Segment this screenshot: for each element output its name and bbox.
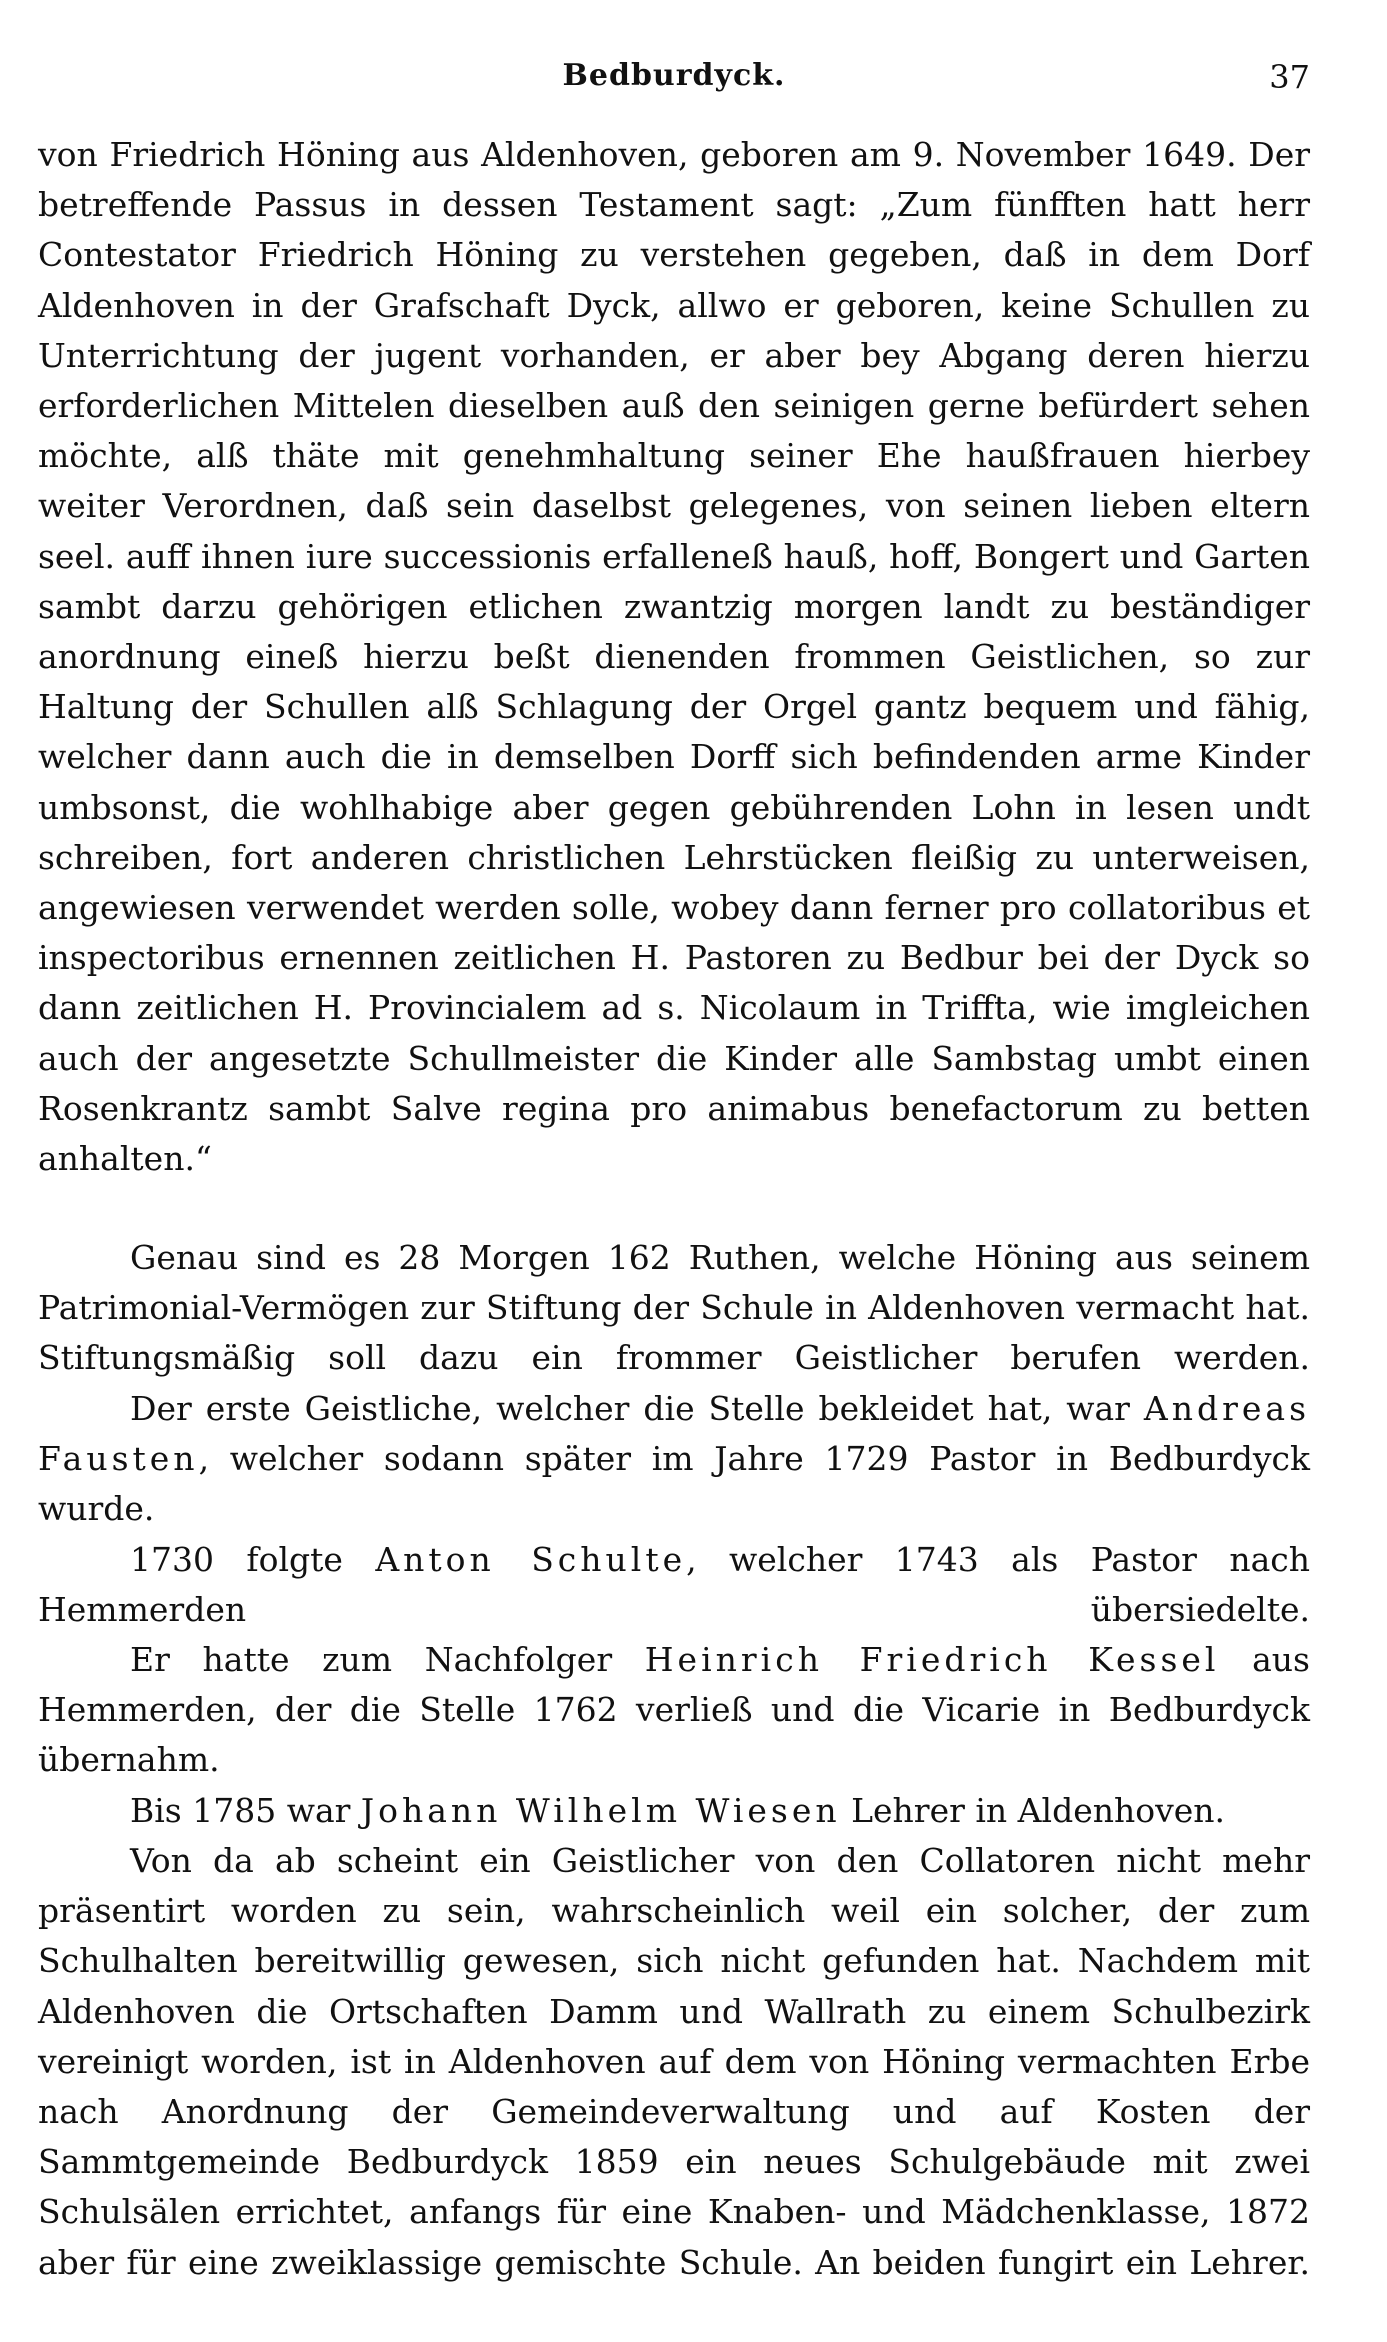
paragraph-anton-schulte — [38, 1535, 1310, 1635]
paragraph-text: Von da ab scheint ein Geistlicher von den Collatoren nicht mehr präsentirt worden zu sein, wahrscheinlich weil ein solcher, der zum Schulhalten bereitwillig gewesen, sich nicht gefunden hat. Nachdem mit Aldenhoven die Ortschaften Damm und Wallrath zu einem Schulbezirk vereinigt worden, ist in Aldenhoven auf dem von Höning vermachten Erbe nach Anordnung der Gemeindeverwaltung und auf Kosten der Sammtgemeinde Bedburdyck 1859 ein neues Schulgebäude mit zwei Schulsälen errichtet, anfangs für eine Knaben- und Mädchenklasse, 1872 aber für eine zweiklassige gemischte Schule. An beiden fungirt ein Lehrer. — [38, 1841, 1310, 2282]
paragraph-text-part: Bis 1785 war — [130, 1791, 361, 1830]
person-name: Heinrich Friedrich Kessel — [644, 1640, 1220, 1679]
paragraph-text: von Friedrich Höning aus Aldenhoven, geboren am 9. November 1649. Der betreffende Passus in dessen Testament sagt: „Zum fünfften hatt herr Contestator Friedrich Höning zu verstehen gegeben, daß in dem Dorf Aldenhoven in der Grafschaft Dyck, allwo er geboren, keine Schullen zu Unterrichtung der jugent vorhanden, er aber bey Abgang deren hierzu erforderlichen Mittelen dieselben auß den seinigen gerne befürdert sehen möchte, alß thäte mit genehmhaltung seiner Ehe haußfrauen hierbey weiter Verordnen, daß sein daselbst gelegenes, von seinen lieben eltern seel. auff ihnen iure successionis erfalleneß hauß, hoff, Bongert und Garten sambt darzu gehörigen etlichen zwantzig morgen landt zu beständiger anordnung eineß hierzu beßt dienenden frommen Geistlichen, so zur Haltung der Schullen alß Schlagung der Orgel gantz bequem und fähig, welcher dann auch die in demselben Dorff sich befindenden arme Kinder umbsonst, die wohlhabige aber gegen gebührenden Lohn in lesen undt schreiben, fort anderen christlichen Lehrstücken fleißig zu unterweisen, angewiesen verwendet werden solle, wobey dann ferner pro collatoribus et inspectoribus ernennen zeitlichen H. Pastoren zu Bedbur bei der Dyck so dann zeitlichen H. Provincialem ad s. Nicolaum in Triffta, wie imgleichen auch der angesetzte Schullmeister die Kinder alle Sambstag umbt einen Rosenkrantz sambt Salve regina pro animabus benefactorum zu betten anhalten.“ — [38, 135, 1310, 1179]
paragraph-text-part: Er hatte zum Nachfolger — [130, 1640, 645, 1679]
paragraph-wiesen — [38, 1786, 1310, 1836]
person-name: Johann Wilhelm Wiesen — [360, 1791, 841, 1830]
page-header — [38, 58, 1310, 104]
paragraph-text: Genau sind es 28 Morgen 162 Ruthen, welche Höning aus seinem Patrimonial-Vermögen zur Stiftung der Schule in Aldenhoven vermacht hat. Stiftungsmäßig soll dazu ein frommer Geistlicher berufen werden. — [38, 1238, 1310, 1378]
paragraph-testament — [38, 130, 1310, 1233]
paragraph-text-part: Der erste Geistliche, welcher die Stelle bekleidet hat, war — [130, 1389, 1144, 1428]
paragraph-schoolhouse — [38, 1836, 1310, 2338]
paragraph-kessel — [38, 1635, 1310, 1786]
paragraph-text-part: Lehrer in Aldenhoven. — [840, 1791, 1226, 1830]
paragraph-text-part: , welcher sodann später im Jahre 1729 Pastor in Bedburdyck wurde. — [38, 1439, 1310, 1529]
running-title: Bedburdyck. — [562, 58, 786, 93]
body-text — [38, 130, 1310, 2338]
paragraph-text-part: aus Hemmerden, der die Stelle 1762 verließ und die Vicarie in Bedburdyck übernahm. — [38, 1640, 1310, 1780]
paragraph-text-part: 1730 folgte — [130, 1540, 376, 1579]
page-number: 37 — [1269, 58, 1310, 96]
person-name: Anton Schulte — [375, 1540, 687, 1579]
person-name: Andreas Fausten — [38, 1389, 1310, 1479]
paragraph-first-cleric — [38, 1384, 1310, 1535]
paragraph-endowment — [38, 1233, 1310, 1384]
paragraph-text-part: , welcher 1743 als Pastor nach Hemmerden übersiedelte. — [38, 1540, 1311, 1630]
